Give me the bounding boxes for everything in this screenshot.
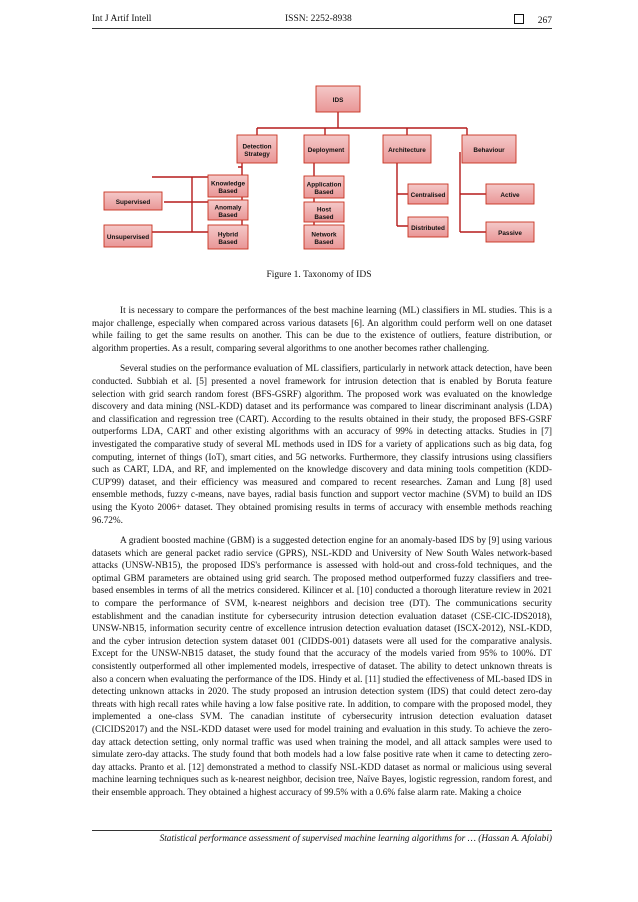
running-footer: Statistical performance assessment of supervised machine learning algorithms for … (Hassan A. Afolabi) bbox=[159, 834, 552, 844]
node-detection-strategy: Detection Strategy bbox=[242, 143, 272, 158]
checkbox-icon bbox=[514, 14, 524, 24]
node-passive: Passive bbox=[498, 230, 522, 237]
node-hybrid-based: Hybrid Based bbox=[217, 231, 239, 246]
node-active: Active bbox=[500, 192, 520, 199]
node-centralised: Centralised bbox=[410, 192, 446, 199]
footer-rule bbox=[92, 830, 552, 831]
page-header bbox=[92, 12, 552, 28]
header-rule bbox=[92, 28, 552, 29]
paragraph-3: A gradient boosted machine (GBM) is a suggested detection engine for an anomaly-based IDS by [9] using various datasets which are general packet radio service (GPRS), NSL-KDD and University of New South Wales network-based attacks (UNSW-NB15), the proposed IDS's performance is assessed with hold-out and cross-fold techniques, and the optimal GBM parameters are obtained using grid search. The proposed method outperformed fuzzy classifiers and tree-based ensembles in terms of all the metrics considered. Kilincer et al. [10] conducted a thorough literature review in 2021 to compare the performance of SVM, k-nearest neighbors and decision tree (DT). The communications security establishment and the canadian institute for cybersecurity intrusion detection evaluation dataset (CSE-CIC-IDS2018), UNSW-NB15, information security centre of excellence intrusion detection evaluation dataset (ISCX-2012), NSL-KDD, and the cyber intrusion detection system dataset 001 (CIDDS-001) datasets were all used for the comparative analysis. Except for the UNSW-NB15 dataset, the study found that the accuracy of the models varied from 95% to 100%. DT consistently outperformed all other implemented models, irrespective of dataset. The ability to detect unknown threats is also a concern when evaluating the performance of the IDS. Hindy et al. [11] studied the effectiveness of ML-based IDS in detecting unknown attacks in 2020. The study proposed an intrusion detection system (IDS) that could detect zero-day threats with high recall rates while having a low false positive rate. In addition, to compare with the proposed model, they implemented a one-class SVM. The canadian institute of cybersecurity intrusion detection evaluation dataset (CICIDS2017) and the NSL-KDD dataset were used for model training and evaluation in this study. To achieve the zero-day attack detection setting, only normal traffic was used when training the model, and all attack samples were used to simulate zero-day attacks. The study found that both models had a low false positive rate when it came to detecting zero-day attacks. Pranto et al. [12] demonstrated a method to classify NSL-KDD dataset as normal or malicious using several machine learning techniques such as k-nearest neighbor, decision tree, Naïve Bayes, logistic regression, random forest, and their ensemble approach. They obtained a highest accuracy of 99.5% with a 0.6% false alarm rate. Making a choice bbox=[92, 536, 552, 798]
node-behaviour: Behaviour bbox=[473, 147, 505, 154]
node-application-based: Application Based bbox=[306, 181, 342, 196]
page-number: 267 bbox=[537, 16, 552, 26]
node-architecture: Architecture bbox=[388, 147, 426, 154]
node-anomaly-based: Anomaly Based bbox=[214, 204, 242, 219]
journal-name: Int J Artif Intell bbox=[92, 14, 152, 24]
node-supervised: Supervised bbox=[115, 199, 151, 206]
node-network-based: Network Based bbox=[311, 231, 337, 246]
page-number-block bbox=[514, 14, 552, 26]
node-host-based: Host Based bbox=[314, 206, 334, 221]
node-ids: IDS bbox=[332, 97, 344, 104]
figure-caption: Figure 1. Taxonomy of IDS bbox=[266, 270, 372, 280]
ids-taxonomy-figure bbox=[92, 82, 552, 257]
node-deployment: Deployment bbox=[307, 147, 345, 154]
node-distributed: Distributed bbox=[411, 225, 445, 232]
paragraph-1: It is necessary to compare the performances of the best machine learning (ML) classifiers in ML studies. This is a major challenge, especially when compared across various datasets [6]. An algorithm could perform well on one dataset while failing to get the same results on another. This can be due to the existence of outliers, feature distribution, or algorithm properties. As a result, comparing several algorithms to one another becomes rather challenging. bbox=[92, 306, 552, 354]
issn: ISSN: 2252-8938 bbox=[285, 14, 352, 24]
figure-boxes bbox=[104, 86, 534, 249]
node-unsupervised: Unsupervised bbox=[106, 234, 150, 241]
paragraph-2: Several studies on the performance evaluation of ML classifiers, particularly in network attack detection, have been conducted. Subbiah et al. [5] presented a novel framework for intrusion detection that is enabled by Boruta feature selection with grid search random forest (BFS-GSRF) algorithm. The proposed work was evaluated on the knowledge discovery and data mining (NSL-KDD) dataset and its performance was compared to linear discriminant analysis (LDA) and classification and regression tree (CART). According to the results obtained in their study, the proposed BFS-GSRF outperforms LDA, CART and other existing algorithms with an accuracy of 99% in detecting attacks. Studies in [7] investigated the comparative study of several ML methods used in IDS for a variety of applications such as big data, fog computing, internet of things (IoT), smart cities, and 5G networks. Furthermore, they classify intrusions using classifiers such as CART, LDA, and RF, and implemented on the knowledge discovery and data mining tools competition (KDD-CUP'99) dataset, and their efficiency was measured and compared to recent researches. Zaman and Lung [8] used ensemble methods, fuzzy c-means, nave bayes, radial basis function and support vector machine (SVM) to build an IDS using the Kyoto 2006+ dataset. They obtained promising results in terms of accuracy with ensemble methods reaching 96.72%. bbox=[92, 364, 552, 526]
body-text bbox=[92, 305, 552, 808]
node-knowledge-based: Knowledge Based bbox=[210, 180, 246, 195]
